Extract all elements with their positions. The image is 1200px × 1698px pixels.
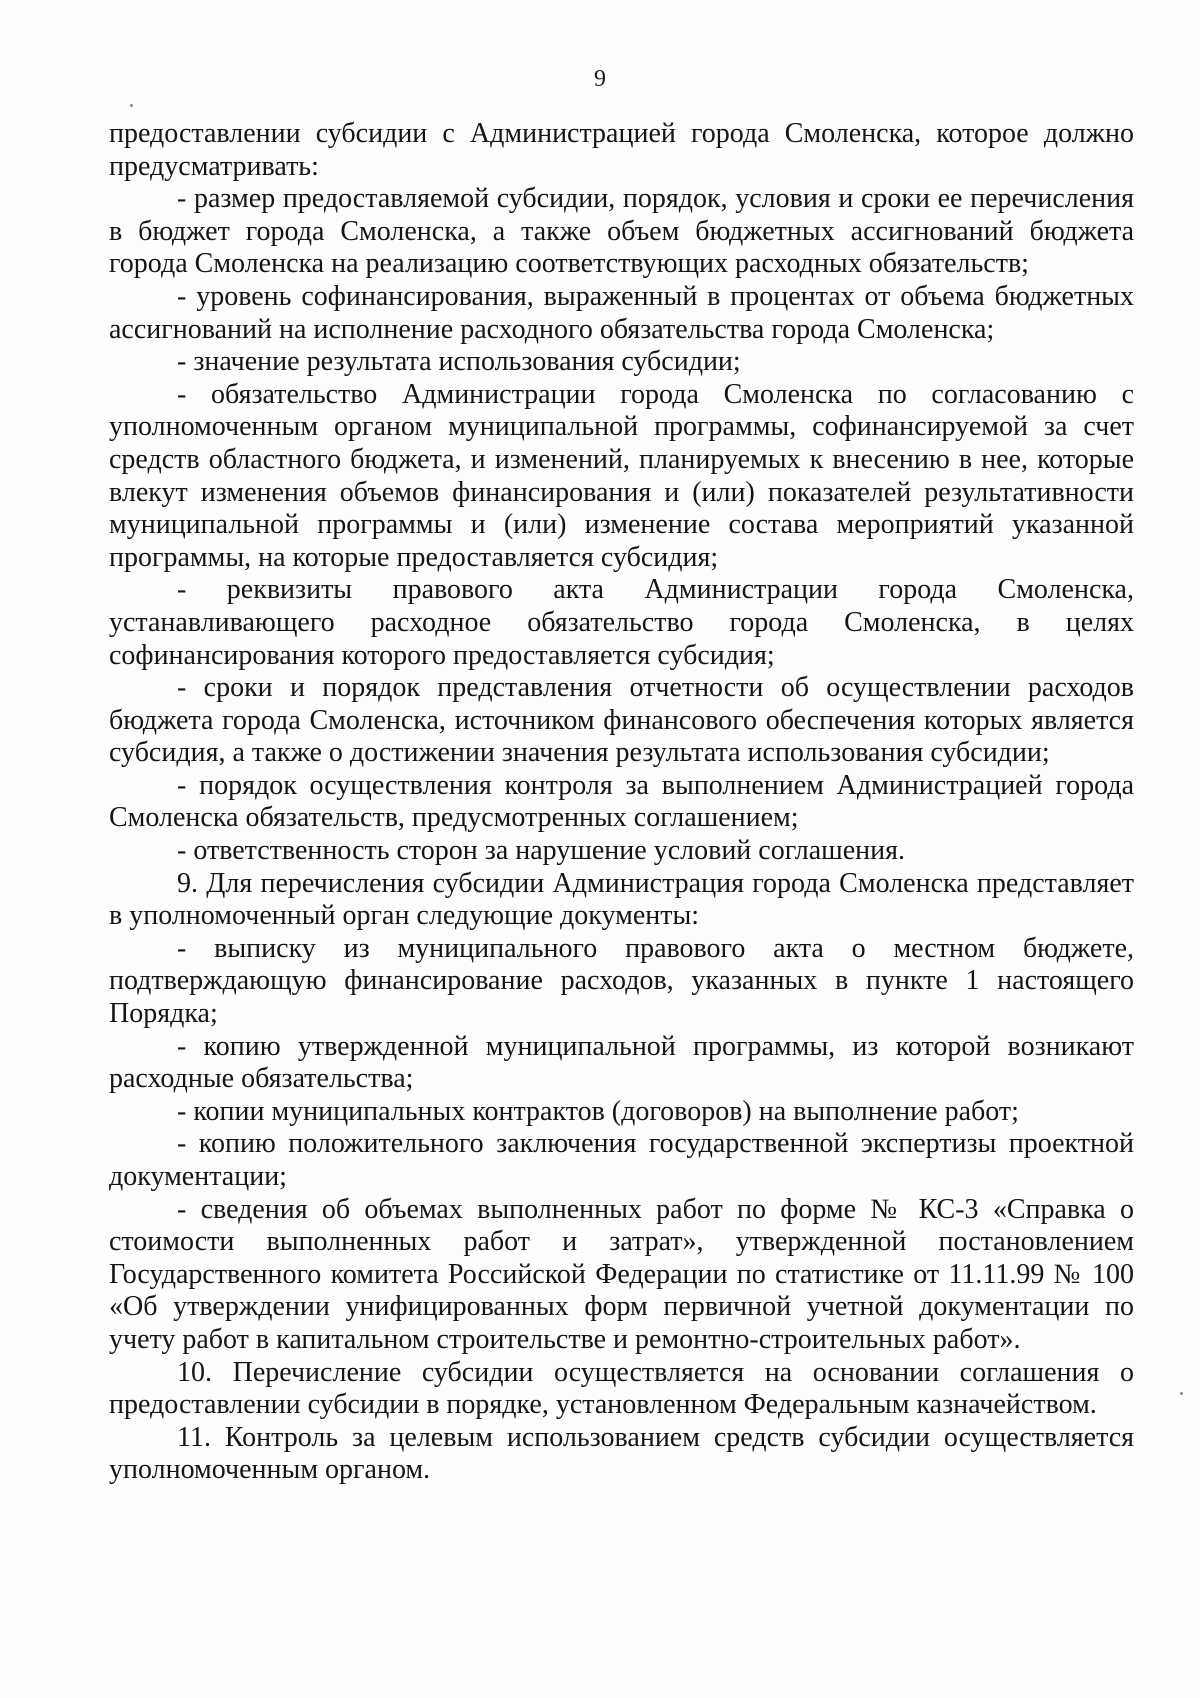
scan-speck bbox=[130, 104, 133, 107]
section-10: 10. Перечисление субсидии осуществляется на основании соглашения о предоставлении субсидии в порядке, установленном Федеральным казначейством. bbox=[109, 1356, 1134, 1421]
list-item-expertise-conclusion: - копию положительного заключения государственной экспертизы проектной документации; bbox=[109, 1128, 1134, 1192]
list-item-reporting-terms: - сроки и порядок представления отчетности об осуществлении расходов бюджета города Смоленска, источником финансового обеспечения которых является субсидия, а также о достижении значения результата использования субсидии; bbox=[109, 672, 1134, 769]
section-11: 11. Контроль за целевым использованием средств субсидии осуществляется уполномоченным органом. bbox=[109, 1421, 1134, 1486]
list-item-budget-extract: - выписку из муниципального правового акта о местном бюджете, подтверждающую финансирование расходов, указанных в пункте 1 настоящего Порядка; bbox=[109, 932, 1134, 1030]
list-item-administration-obligation: - обязательство Администрации города Смоленска по согласованию с уполномоченным органом муниципальной программы, софинансируемой за счет средств областного бюджета, и изменений, планируемых к внесению в нее, которые влекут изменения объемов финансирования и (или) показателей результативности муниципальной программы и (или) изменение состава мероприятий указанной программы, на которые предоставляется субсидия; bbox=[109, 378, 1134, 573]
document-body bbox=[109, 118, 1134, 1487]
scan-speck bbox=[1180, 1392, 1183, 1395]
section-9: 9. Для перечисления субсидии Администрация города Смоленска представляет в уполномоченный орган следующие документы: bbox=[109, 867, 1134, 932]
list-item-result-value: - значение результата использования субсидии; bbox=[177, 346, 741, 378]
list-item-ks3-form: - сведения об объемах выполненных работ по форме № КС-3 «Справка о стоимости выполненных работ и затрат», утвержденной постановлением Государственного комитета Российской Федерации по статистике от 11.11.99 № 100 «Об утверждении унифицированных форм первичной учетной документации по учету работ в капитальном строительстве и ремонтно-строительных работ». bbox=[109, 1193, 1134, 1355]
list-item-contracts-copies: - копии муниципальных контрактов (договоров) на выполнение работ; bbox=[177, 1095, 1019, 1127]
page-number: 9 bbox=[594, 66, 606, 92]
list-item-responsibility: - ответственность сторон за нарушение условий соглашения. bbox=[177, 835, 906, 867]
list-item-subsidy-size: - размер предоставляемой субсидии, порядок, условия и сроки ее перечисления в бюджет города Смоленска, а также объем бюджетных ассигнований бюджета города Смоленска на реализацию соответствующих расходных обязательств; bbox=[109, 183, 1134, 280]
paragraph-continuation: предоставлении субсидии с Администрацией города Смоленска, которое должно предусматривать: bbox=[109, 118, 1134, 182]
list-item-cofinancing-level: - уровень софинансирования, выраженный в процентах от объема бюджетных ассигнований на исполнение расходного обязательства города Смоленска; bbox=[109, 280, 1134, 345]
list-item-legal-act-details: - реквизиты правового акта Администрации города Смоленска, устанавливающего расходное обязательство города Смоленска, в целях софинансирования которого предоставляется субсидия; bbox=[109, 574, 1134, 671]
list-item-program-copy: - копию утвержденной муниципальной программы, из которой возникают расходные обязательства; bbox=[109, 1030, 1134, 1095]
list-item-control-procedure: - порядок осуществления контроля за выполнением Администрацией города Смоленска обязательств, предусмотренных соглашением; bbox=[109, 769, 1134, 834]
